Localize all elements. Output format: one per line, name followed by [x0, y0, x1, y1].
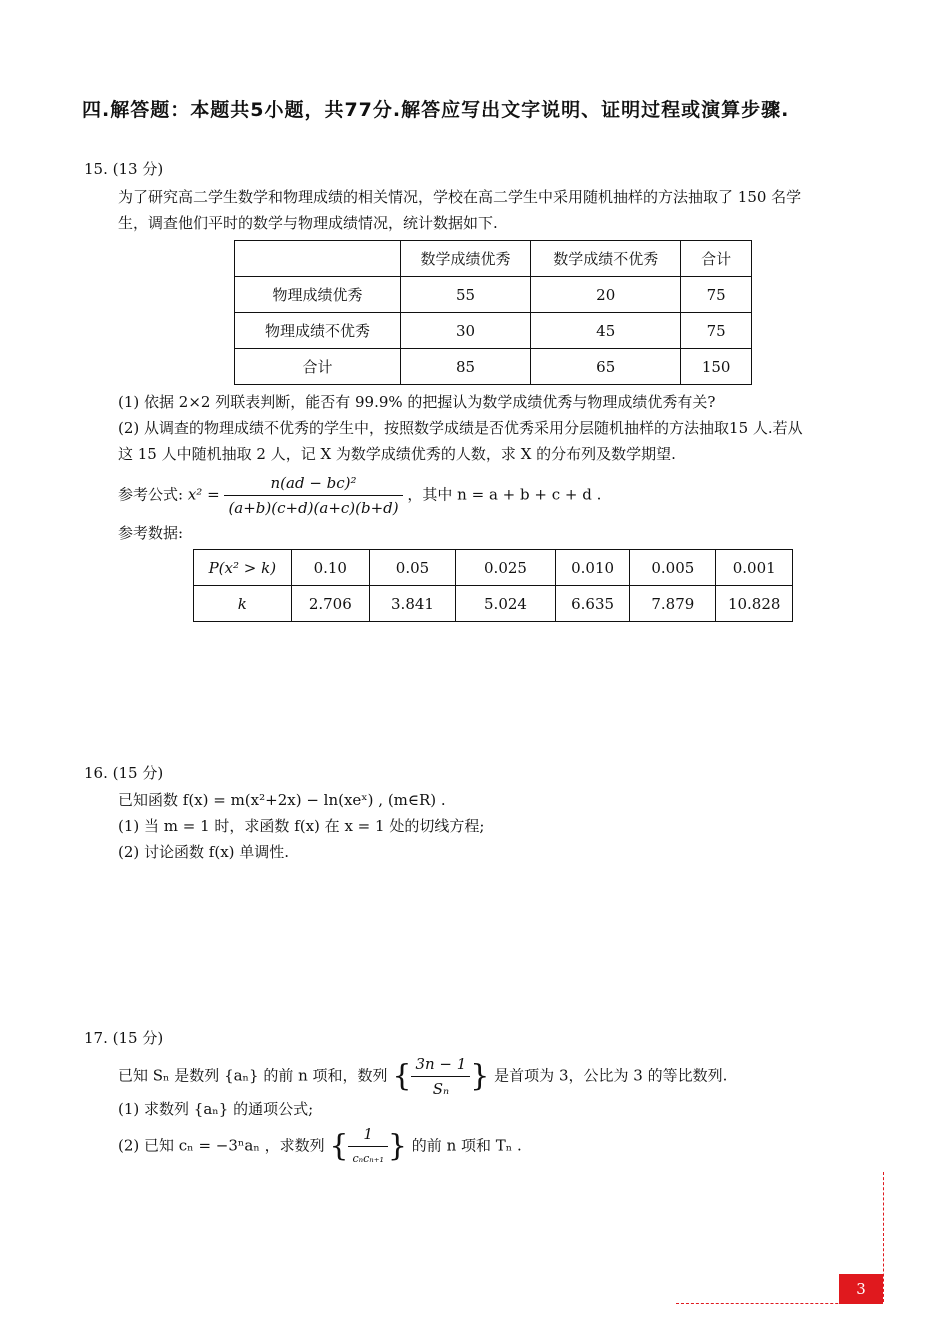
- table-cell: 150: [681, 349, 752, 385]
- q17-stem: [118, 1054, 727, 1099]
- q17-number: 17.: [84, 1029, 108, 1047]
- q16-part1: (1) 当 m = 1 时，求函数 f(x) 在 x = 1 处的切线方程;: [118, 817, 485, 835]
- q16-score: (15 分): [112, 764, 164, 782]
- q15-intro-line1: 为了研究高二学生数学和物理成绩的相关情况，学校在高二学生中采用随机抽样的方法抽取了 150 名学: [118, 188, 802, 206]
- table-cell: 20: [531, 277, 681, 313]
- table-cell: 合计: [681, 241, 752, 277]
- q17-part2-fraction: [348, 1124, 387, 1169]
- q15-part2-line1: (2) 从调查的物理成绩不优秀的学生中，按照数学成绩是否优秀采用分层随机抽样的方法抽取15 人.若从: [118, 419, 803, 437]
- q15-contingency-table: [234, 240, 752, 385]
- q17-stem-numerator: 3n − 1: [411, 1054, 470, 1077]
- table-cell: 0.10: [291, 550, 369, 586]
- brace-close: }: [387, 1128, 408, 1164]
- q16-stem: 已知函数 f(x) = m(x²+2x) − ln(xeˣ) , (m∈R) .: [118, 791, 446, 809]
- formula-lhs: x² =: [187, 485, 220, 504]
- table-cell: 0.010: [555, 550, 629, 586]
- table-cell: 30: [400, 313, 530, 349]
- q17-part2-pre: (2) 已知 cₙ = −3ⁿaₙ ，求数列: [118, 1136, 325, 1155]
- q15-header: [84, 158, 163, 180]
- q17-stem-pre: 已知 Sₙ 是数列 {aₙ} 的前 n 项和，数列: [118, 1066, 388, 1085]
- table-cell: 10.828: [716, 586, 793, 622]
- brace-open: {: [329, 1128, 349, 1164]
- footer-dashed-vertical: [883, 1172, 884, 1302]
- table-cell: 5.024: [456, 586, 556, 622]
- table-cell: 2.706: [291, 586, 369, 622]
- brace-open: {: [392, 1058, 412, 1094]
- table-row: [194, 586, 793, 622]
- table-row: [235, 349, 752, 385]
- table-cell: k: [237, 594, 247, 613]
- table-cell: 0.05: [369, 550, 455, 586]
- table-cell: 45: [531, 313, 681, 349]
- q15-part1: (1) 依据 2×2 列联表判断，能否有 99.9% 的把握认为数学成绩优秀与物理成绩优秀有关?: [118, 393, 716, 411]
- q17-part2: [118, 1124, 522, 1169]
- table-cell: 65: [531, 349, 681, 385]
- table-cell: 0.025: [456, 550, 556, 586]
- table-cell: 75: [681, 277, 752, 313]
- q16-number: 16.: [84, 764, 108, 782]
- table-cell: 数学成绩不优秀: [531, 241, 681, 277]
- q17-part2-denominator: cₙcₙ₊₁: [352, 1152, 384, 1165]
- table-cell: 0.005: [630, 550, 716, 586]
- table-cell: 6.635: [555, 586, 629, 622]
- formula-label: 参考公式:: [118, 485, 184, 504]
- table-cell: 合计: [235, 349, 401, 385]
- q17-score: (15 分): [112, 1029, 164, 1047]
- section-title: 四.解答题：本题共5小题，共77分.解答应写出文字说明、证明过程或演算步骤.: [82, 99, 790, 121]
- brace-close: }: [470, 1058, 490, 1094]
- formula-fraction: [224, 473, 402, 518]
- q15-reference-table: [193, 549, 793, 622]
- q15-number: 15.: [84, 160, 108, 178]
- q17-header: [84, 1027, 163, 1049]
- table-row: [194, 550, 793, 586]
- table-cell: 85: [400, 349, 530, 385]
- table-header-row: [235, 241, 752, 277]
- table-row: [235, 277, 752, 313]
- q16-header: [84, 762, 163, 784]
- q17-stem-post: 是首项为 3，公比为 3 的等比数列.: [494, 1066, 728, 1085]
- q15-part2-line2: 这 15 人中随机抽取 2 人，记 X 为数学成绩优秀的人数，求 X 的分布列及数学期望.: [118, 445, 676, 463]
- table-cell: 7.879: [630, 586, 716, 622]
- table-cell: 55: [400, 277, 530, 313]
- table-cell: [235, 241, 401, 277]
- table-cell: P(x² > k): [208, 558, 277, 577]
- q16-part2: (2) 讨论函数 f(x) 单调性.: [118, 843, 290, 861]
- table-cell: 3.841: [369, 586, 455, 622]
- q17-stem-denominator: Sₙ: [432, 1080, 450, 1098]
- q17-part2-post: 的前 n 项和 Tₙ .: [411, 1136, 522, 1155]
- q17-part1: (1) 求数列 {aₙ} 的通项公式;: [118, 1100, 314, 1118]
- table-cell: 物理成绩不优秀: [235, 313, 401, 349]
- formula-denominator: (a+b)(c+d)(a+c)(b+d): [228, 499, 399, 517]
- table-cell: 0.001: [716, 550, 793, 586]
- page-number-badge: 3: [839, 1274, 883, 1304]
- formula-numerator: n(ad − bc)²: [224, 473, 402, 496]
- q15-score: (13 分): [112, 160, 164, 178]
- q15-ref-label: 参考数据:: [118, 524, 184, 542]
- table-cell: 数学成绩优秀: [400, 241, 530, 277]
- q15-intro-line2: 生，调查他们平时的数学与物理成绩情况，统计数据如下.: [118, 214, 498, 232]
- formula-tail: ，其中 n = a + b + c + d .: [407, 485, 602, 504]
- q17-part2-numerator: 1: [348, 1124, 387, 1147]
- table-cell: 物理成绩优秀: [235, 277, 401, 313]
- table-cell: 75: [681, 313, 752, 349]
- q17-stem-fraction: [411, 1054, 470, 1099]
- q15-formula: [118, 473, 601, 518]
- table-row: [235, 313, 752, 349]
